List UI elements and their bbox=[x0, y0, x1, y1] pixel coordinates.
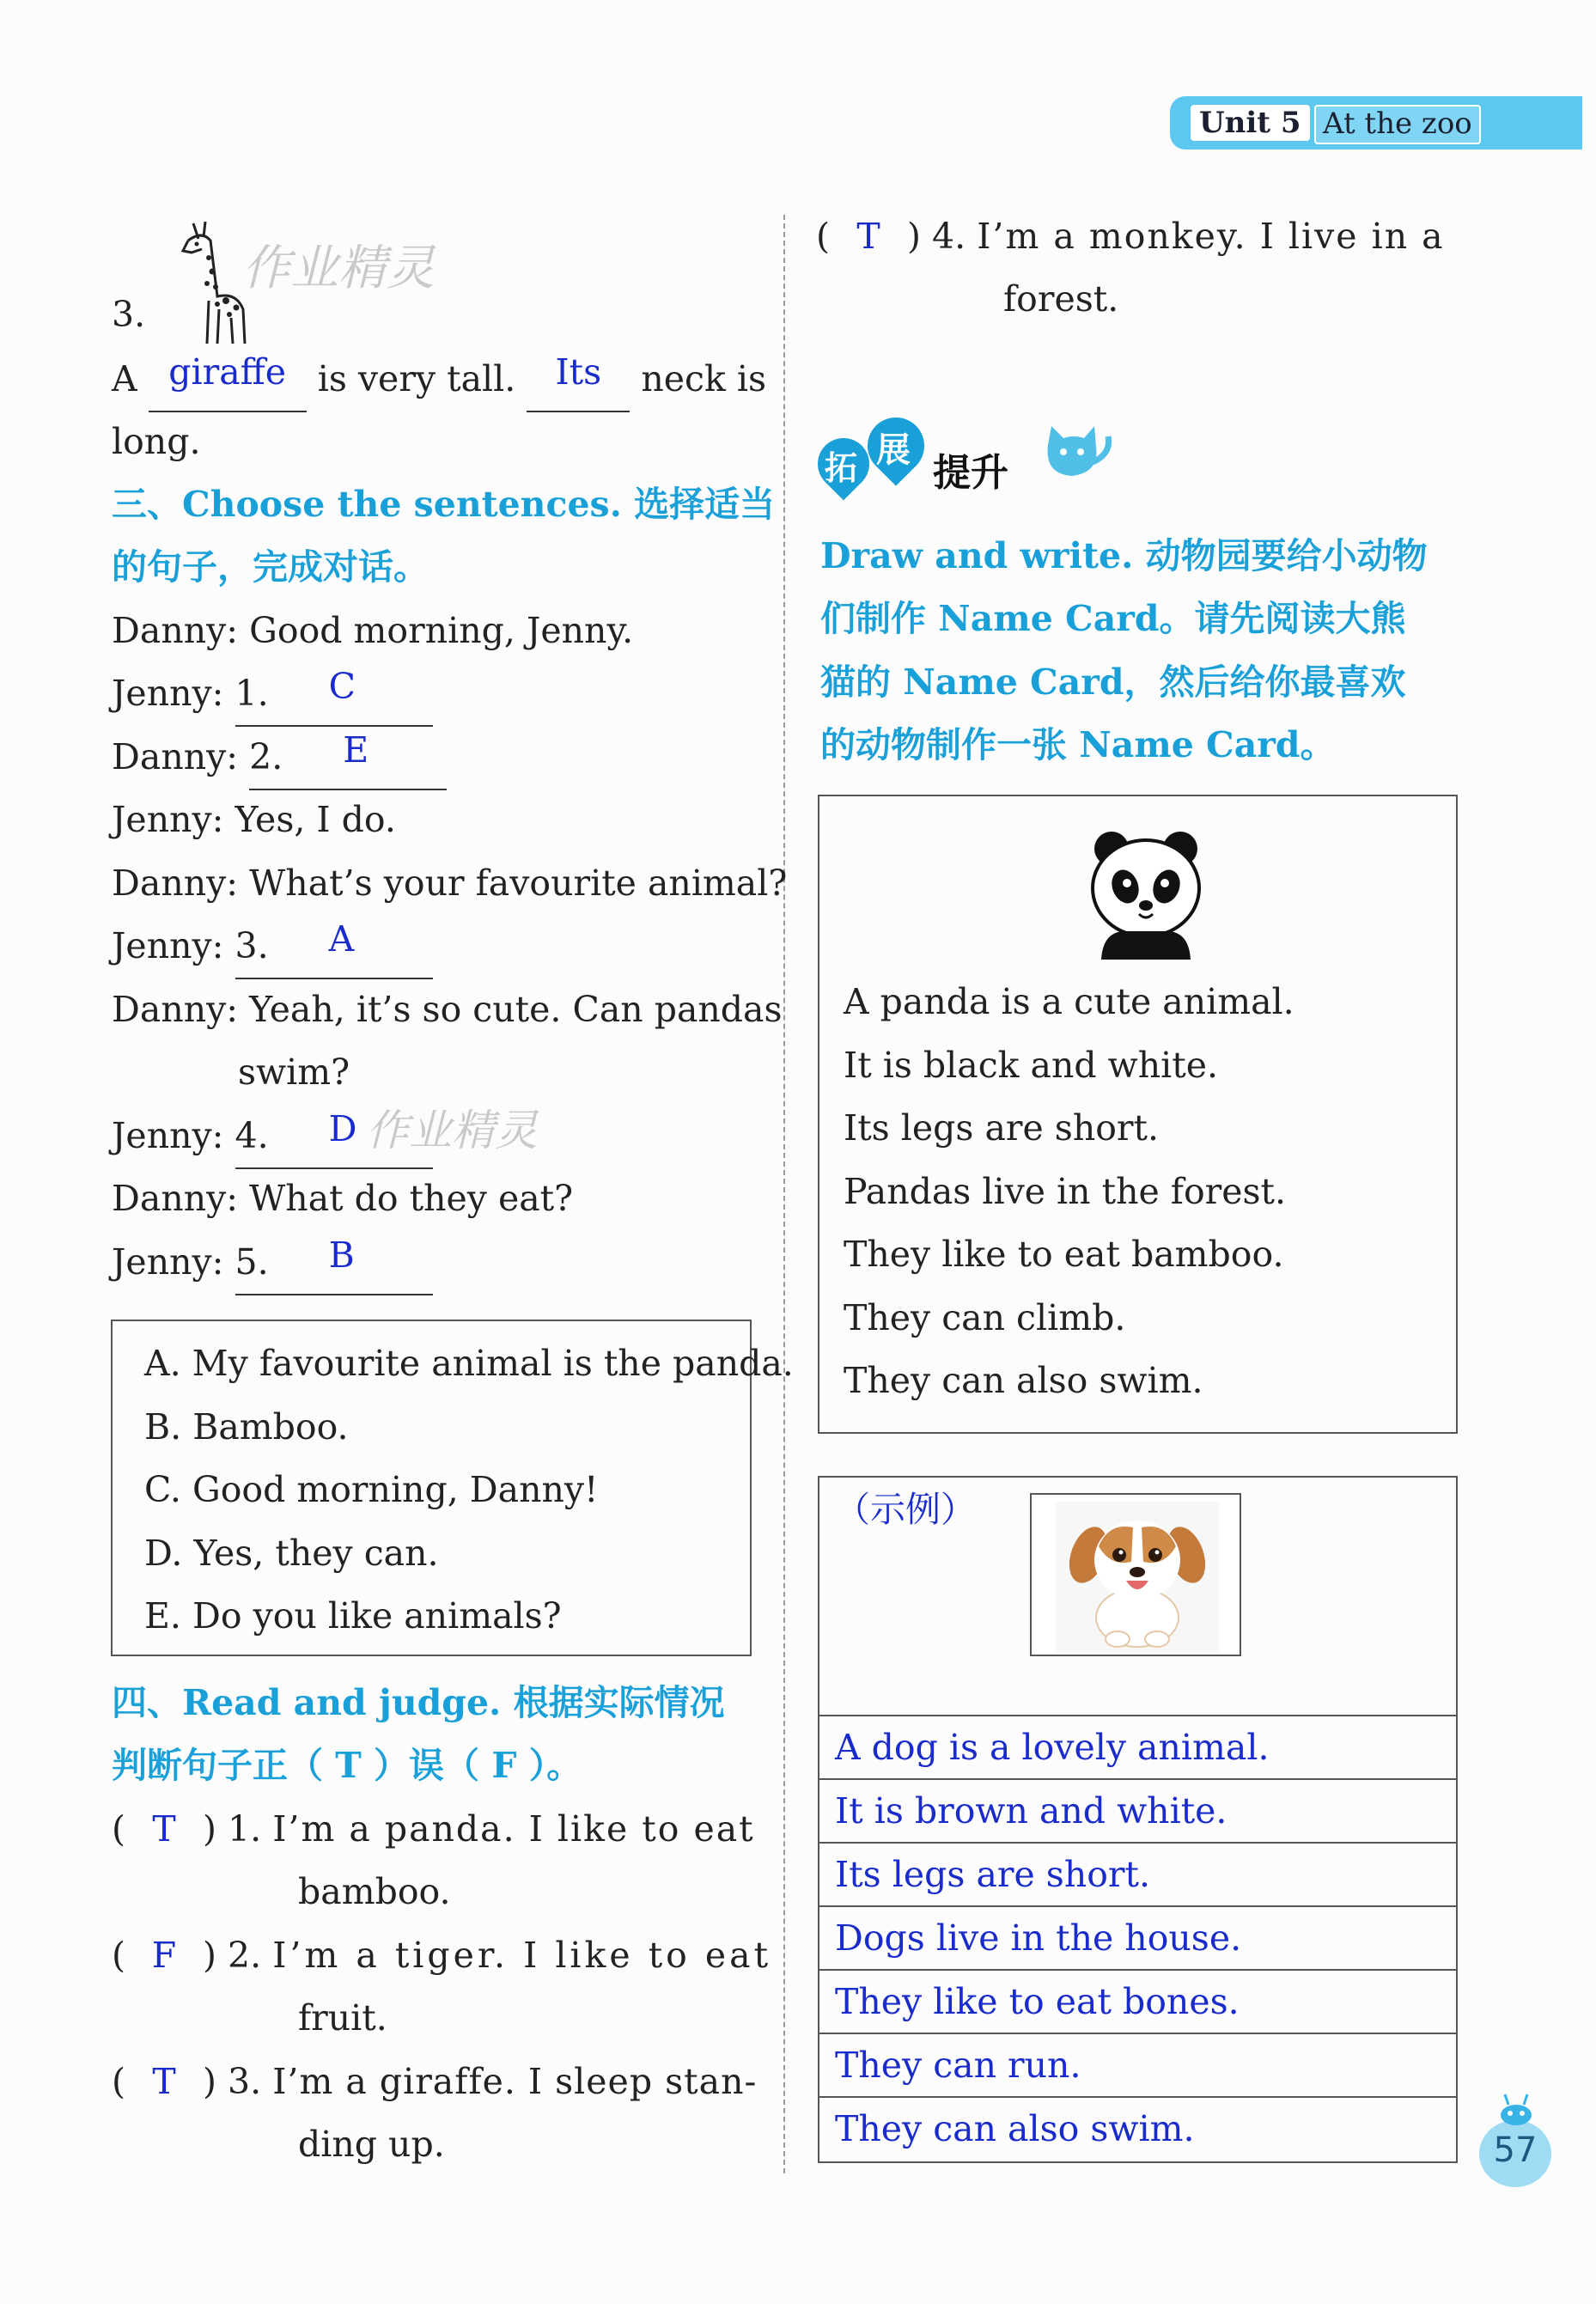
unit-topic: At the zoo bbox=[1314, 105, 1481, 144]
page-number-badge bbox=[1479, 2120, 1551, 2187]
dog-card-line: They can run. bbox=[819, 2033, 1456, 2096]
q3-answer-1: giraffe bbox=[168, 351, 287, 393]
dialogue-answer-3: A bbox=[328, 918, 355, 960]
section4-title: 四、Read and judge. 根据实际情况 bbox=[112, 1682, 725, 1723]
watermark: 作业精灵 bbox=[366, 1106, 538, 1155]
dialogue-line: Jenny: 3. A bbox=[112, 914, 433, 979]
panda-name-card bbox=[818, 795, 1458, 1434]
extension-badge: 拓 展 提升 bbox=[818, 404, 1127, 498]
option-item: E. Do you like animals? bbox=[144, 1595, 562, 1637]
extension-title: Draw and write. 动物园要给小动物 bbox=[820, 535, 1428, 576]
dialogue-line-cont: swim? bbox=[238, 1051, 350, 1093]
judge-item-cont: ding up. bbox=[298, 2124, 445, 2165]
options-box bbox=[111, 1320, 794, 1656]
dog-card-line: Its legs are short. bbox=[819, 1842, 1456, 1905]
judge-item-cont: fruit. bbox=[298, 1997, 387, 2039]
unit-label: Unit 5 bbox=[1191, 105, 1310, 141]
dog-card-line: They can also swim. bbox=[819, 2096, 1456, 2161]
judge-item-cont: bamboo. bbox=[298, 1871, 451, 1912]
extension-title-4: 的动物制作一张 Name Card。 bbox=[820, 724, 1336, 765]
dog-image-frame bbox=[1030, 1493, 1241, 1656]
panda-card-line: They can climb. bbox=[844, 1297, 1126, 1338]
q3-number: 3. bbox=[112, 294, 146, 335]
panda-card-line: It is black and white. bbox=[844, 1045, 1219, 1086]
dialogue-line: Jenny: 1. C bbox=[112, 661, 433, 727]
dog-name-card bbox=[818, 1476, 1458, 2163]
dialogue-answer-2: E bbox=[343, 729, 369, 771]
column-divider bbox=[783, 215, 785, 2173]
extension-title-2: 们制作 Name Card。请先阅读大熊 bbox=[820, 598, 1406, 639]
option-item: A. My favourite animal is the panda. bbox=[144, 1343, 794, 1384]
section4-title-2: 判断句子正（ T ）误（ F ）。 bbox=[112, 1745, 582, 1786]
extension-title-3: 猫的 Name Card，然后给你最喜欢 bbox=[820, 661, 1406, 703]
dialogue-answer-1: C bbox=[328, 666, 356, 707]
section3-title: 三、Choose the sentences. 选择适当 bbox=[112, 484, 776, 525]
panda-icon bbox=[1086, 826, 1206, 960]
option-item: D. Yes, they can. bbox=[144, 1533, 439, 1574]
dialogue-line: Danny: Good morning, Jenny. bbox=[112, 610, 634, 651]
dog-image bbox=[1056, 1502, 1219, 1652]
judge-item: ( T ) 1. I’m a panda. I like to eat bbox=[112, 1797, 755, 1861]
judge-item: ( T ) 3. I’m a giraffe. I sleep stan- bbox=[112, 2050, 757, 2113]
dog-card-line: They like to eat bones. bbox=[819, 1969, 1456, 2033]
judge-answer-4: T bbox=[856, 216, 880, 257]
dialogue-line: Jenny: 5. B bbox=[112, 1230, 433, 1295]
panda-card-line: They like to eat bamboo. bbox=[844, 1234, 1284, 1275]
q3-sentence: A giraffe is very tall. Its neck is bbox=[112, 347, 766, 412]
dialogue-line: Danny: What do they eat? bbox=[112, 1178, 574, 1219]
dog-card-line: Dogs live in the house. bbox=[819, 1905, 1456, 1969]
unit-header-tab bbox=[1170, 96, 1582, 149]
q3-answer-2: Its bbox=[555, 351, 602, 393]
dialogue-line: Danny: Yeah, it’s so cute. Can pandas bbox=[112, 989, 783, 1030]
option-item: C. Good morning, Danny! bbox=[144, 1469, 599, 1510]
page-number: 57 bbox=[1493, 2130, 1538, 2170]
dialogue-line: Danny: 2. E bbox=[112, 725, 447, 790]
panda-card-line: Pandas live in the forest. bbox=[844, 1171, 1287, 1212]
judge-answer-2: F bbox=[151, 1935, 177, 1976]
dialogue-line: Jenny: 4. D bbox=[112, 1104, 433, 1169]
cat-icon bbox=[1039, 419, 1117, 488]
panda-card-line: A panda is a cute animal. bbox=[844, 981, 1294, 1022]
panda-card-line: Its legs are short. bbox=[844, 1107, 1160, 1149]
section3-title-2: 的句子，完成对话。 bbox=[112, 546, 429, 588]
judge-item: ( T ) 4. I’m a monkey. I live in a bbox=[816, 204, 1445, 268]
judge-item: ( F ) 2. I’m a tiger. I like to eat bbox=[112, 1923, 771, 1987]
bug-icon bbox=[1495, 2091, 1538, 2125]
panda-card-line: They can also swim. bbox=[844, 1360, 1203, 1401]
dialogue-answer-4: D bbox=[328, 1108, 357, 1149]
dialogue-line: Danny: What’s your favourite animal? bbox=[112, 862, 788, 904]
judge-answer-1: T bbox=[152, 1808, 176, 1850]
dog-card-line: A dog is a lovely animal. bbox=[819, 1715, 1456, 1778]
watermark: 作业精灵 bbox=[242, 241, 435, 296]
dialogue-line: Jenny: Yes, I do. bbox=[112, 799, 396, 840]
example-label: （示例） bbox=[835, 1489, 976, 1530]
judge-item-cont: forest. bbox=[1003, 278, 1119, 320]
dog-card-line: It is brown and white. bbox=[819, 1778, 1456, 1842]
q3-sentence-end: long. bbox=[112, 421, 201, 462]
judge-answer-3: T bbox=[152, 2061, 176, 2102]
option-item: B. Bamboo. bbox=[144, 1406, 349, 1448]
dialogue-answer-5: B bbox=[328, 1234, 355, 1276]
